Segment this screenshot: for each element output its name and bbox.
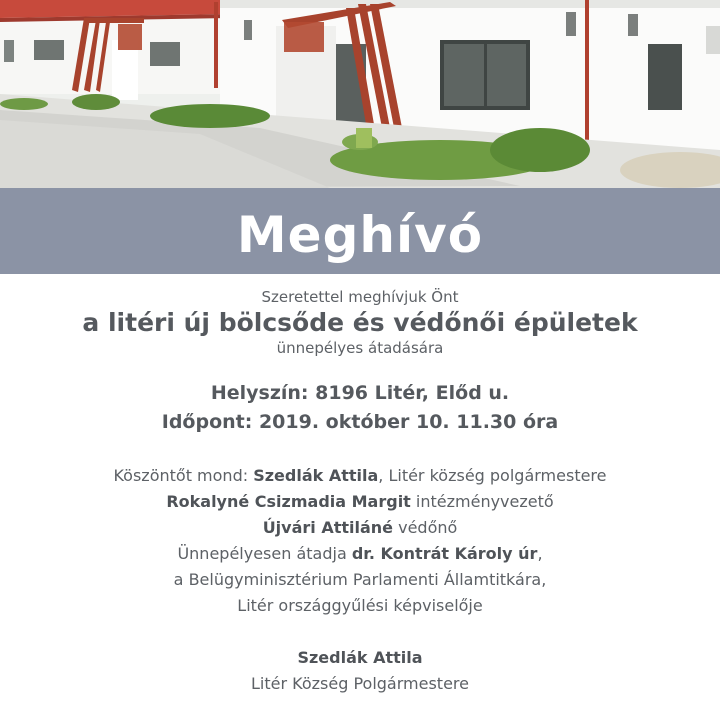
signature-role: Litér Község Polgármestere bbox=[251, 674, 469, 693]
greeting-prefix: Köszöntőt mond: bbox=[113, 466, 254, 485]
invite-intro: Szeretettel meghívjuk Önt bbox=[261, 288, 459, 306]
handover-name: dr. Kontrát Károly úr bbox=[351, 544, 538, 563]
greeting-suffix: , Litér község polgármestere bbox=[378, 466, 607, 485]
event-subtitle: ünnepélyes átadására bbox=[276, 339, 444, 357]
nurse-name: Újvári Attiláné bbox=[262, 518, 394, 537]
invitation-body bbox=[0, 274, 720, 697]
manager-name: Rokalyné Csizmadia Margit bbox=[166, 492, 411, 511]
event-time: Időpont: 2019. október 10. 11.30 óra bbox=[161, 411, 559, 433]
handover-suffix: , bbox=[537, 544, 543, 563]
manager-role: intézményvezető bbox=[410, 492, 554, 511]
speakers-block bbox=[0, 463, 720, 619]
page-title: Meghívó bbox=[236, 206, 484, 264]
building-illustration bbox=[0, 0, 720, 188]
title-band bbox=[0, 188, 720, 274]
event-location: Helyszín: 8196 Litér, Előd u. bbox=[210, 382, 510, 404]
event-title: a litéri új bölcsőde és védőnői épületek bbox=[82, 308, 638, 337]
handover-line bbox=[0, 541, 720, 567]
signature-block bbox=[0, 645, 720, 697]
greeting-line bbox=[0, 463, 720, 489]
handover-role-2: Litér országgyűlési képviselője bbox=[237, 596, 483, 615]
nurse-line bbox=[0, 515, 720, 541]
handover-role-1: a Belügyminisztérium Parlamenti Államtitkára, bbox=[173, 570, 547, 589]
greeting-name: Szedlák Attila bbox=[253, 466, 379, 485]
nurse-role: védőnő bbox=[393, 518, 458, 537]
building-photo bbox=[0, 0, 720, 188]
signature-name: Szedlák Attila bbox=[297, 648, 423, 667]
manager-line bbox=[0, 489, 720, 515]
handover-prefix: Ünnepélyesen átadja bbox=[177, 544, 352, 563]
